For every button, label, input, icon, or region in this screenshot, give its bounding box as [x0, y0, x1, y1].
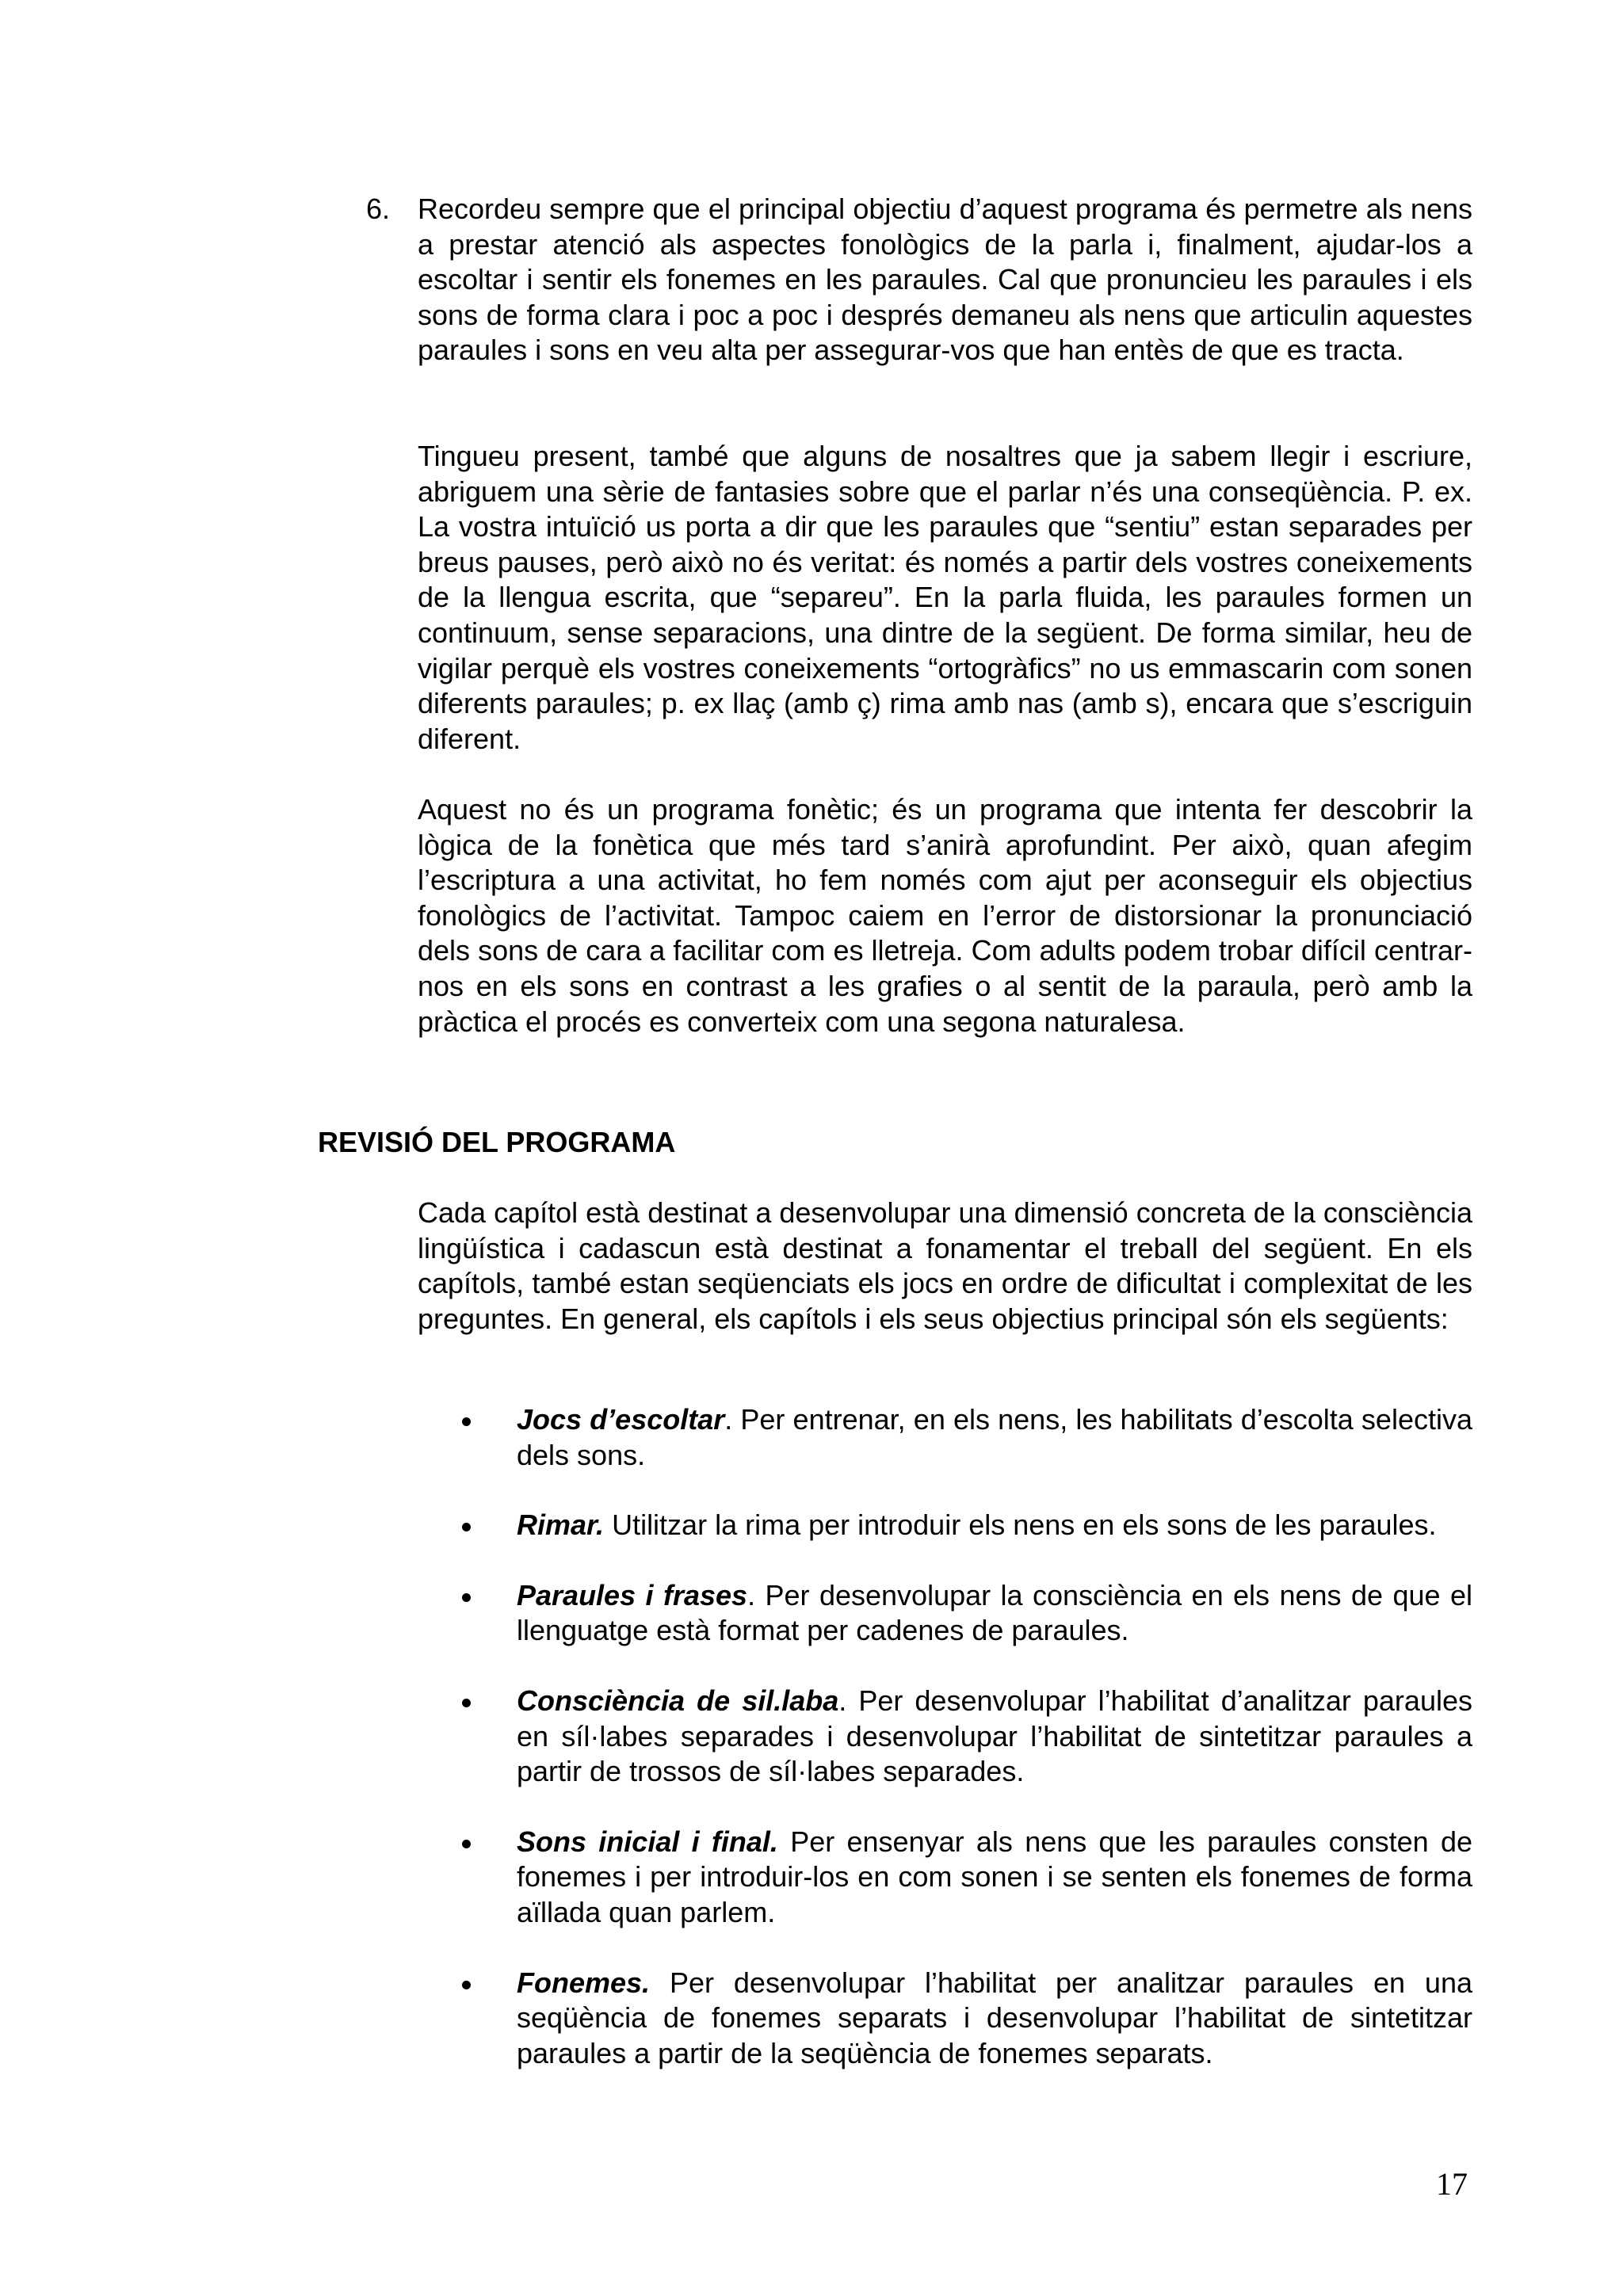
list-item — [460, 1578, 1472, 1649]
numbered-item-6 — [366, 192, 1472, 368]
bullet-icon — [462, 1981, 471, 1989]
bullet-icon — [462, 1417, 471, 1426]
list-item — [460, 1825, 1472, 1931]
paragraph-item-6: Recordeu sempre que el principal objectiu d’aquest programa és permetre als nens a prestar atenció als aspectes fonològics de la parla i, finalment, ajudar-los a escoltar i sentir els fonemes en les paraules. Cal que pronuncieu les paraules i els sons de forma clara i poc a poc i després demaneu als nens que articulin aquestes paraules i sons en veu alta per assegurar-vos que han entès de que es tracta. — [418, 193, 1472, 367]
bullet-icon — [462, 1593, 471, 1602]
page-number: 17 — [1436, 2166, 1468, 2202]
chapter-term: Jocs d’escoltar — [517, 1403, 725, 1436]
bullet-icon — [462, 1840, 471, 1848]
chapter-description: Per ensenyar als nens que les paraules consten de fonemes i per introduir-los en com sonen i se senten els fonemes de forma aïllada quan parlem. — [517, 1825, 1472, 1928]
bullet-icon — [462, 1523, 471, 1531]
chapter-term: Fonemes. — [517, 1966, 651, 1999]
chapter-description: . Per entrenar, en els nens, les habilitats d’escolta selectiva dels sons. — [517, 1403, 1472, 1471]
bullet-icon — [462, 1699, 471, 1707]
chapter-description: Per desenvolupar l’habilitat per analitzar paraules en una seqüència de fonemes separats i desenvolupar l’habilitat de sintetitzar paraules a partir de la seqüència de fonemes separats. — [517, 1966, 1472, 2069]
chapter-term: Sons inicial i final. — [517, 1825, 778, 1858]
chapter-list — [460, 1402, 1472, 2106]
paragraph-phonetics-note: Aquest no és un programa fonètic; és un programa que intenta fer descobrir la lògica de la fonètica que més tard s’anirà aprofundint. Per això, quan afegim l’escriptura a una activitat, ho fem només com ajut per aconseguir els objectius fonològics de l’activitat. Tampoc caiem en l’error de distorsionar la pronunciació dels sons de cara a facilitar com es lletreja. Com adults podem trobar difícil centrar-nos en els sons en contrast a les grafies o al sentit de la paraula, però amb la pràctica el procés es converteix com una segona naturalesa. — [418, 793, 1472, 1038]
list-item — [460, 1402, 1472, 1473]
chapter-term: Rimar. — [517, 1508, 605, 1542]
list-number: 6. — [366, 193, 391, 225]
chapter-description: Utilitzar la rima per introduir els nens en els sons de les paraules. — [604, 1508, 1437, 1542]
list-item — [460, 1966, 1472, 2072]
section-intro: Cada capítol està destinat a desenvolupar una dimensió concreta de la consciència lingüística i cadascun està destinat a fonamentar el treball del següent. En els capítols, també estan seqüenciats els jocs en ordre de dificultat i complexitat de les preguntes. En general, els capítols i els seus objectius principal són els següents: — [418, 1196, 1472, 1335]
chapter-description: . Per desenvolupar la consciència en els nens de que el llenguatge està format per cadenes de paraules. — [517, 1578, 1472, 1647]
paragraph-orthographic-note: Tingueu present, també que alguns de nosaltres que ja sabem llegir i escriure, abriguem una sèrie de fantasies sobre que el parlar n’és una conseqüència. P. ex. La vostra intuïció us porta a dir que les paraules que “sentiu” estan separades per breus pauses, però això no és veritat: és només a partir dels vostres coneixements de la llengua escrita, que “separeu”. En la parla fluida, les paraules formen un continuum, sense separacions, una dintre de la següent. De forma similar, heu de vigilar perquè els vostres coneixements “ortogràfics” no us emmascarin com sonen diferents paraules; p. ex llaç (amb ç) rima amb nas (amb s), encara que s’escriguin diferent. — [418, 440, 1472, 755]
list-item — [460, 1684, 1472, 1790]
chapter-term: Paraules i frases — [517, 1578, 748, 1611]
chapter-description: . Per desenvolupar l’habilitat d’analitzar paraules en síl·labes separades i desenvolupar l’habilitat de sintetitzar paraules a partir de trossos de síl·labes separades. — [517, 1684, 1472, 1788]
list-item — [460, 1508, 1472, 1543]
chapter-term: Consciència de sil.laba — [517, 1684, 839, 1717]
section-heading: REVISIÓ DEL PROGRAMA — [318, 1126, 676, 1158]
